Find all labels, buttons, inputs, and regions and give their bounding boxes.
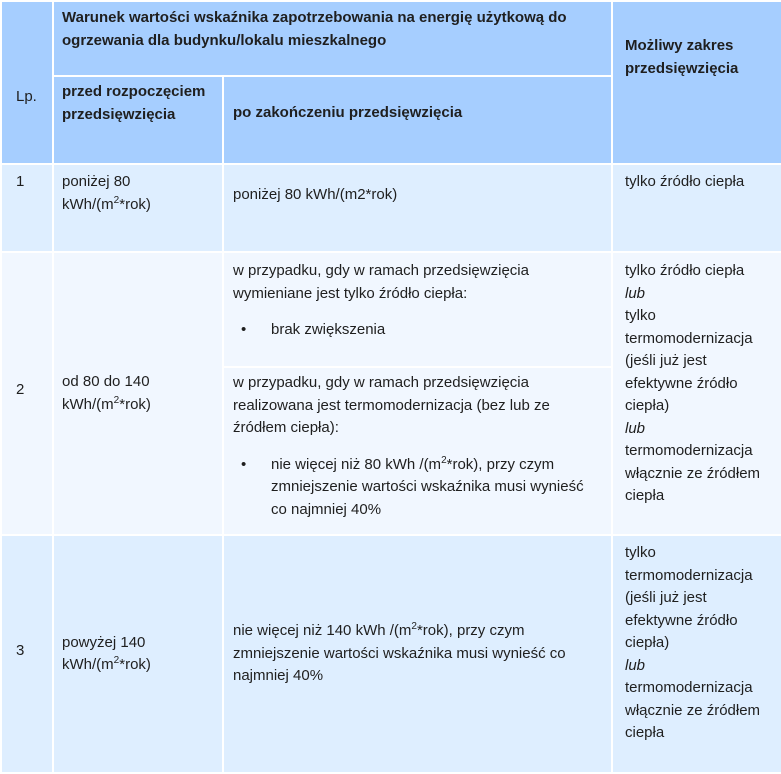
after-value-heat-source <box>223 252 612 367</box>
range-value: tylko źródło ciepła lub tylko termomodernizacja (jeśli już jest efektywne źródło ciepła) lub termomodernizacja włącznie ze źródłem ciepła <box>612 252 781 535</box>
range-value: tylko źródło ciepła <box>612 164 781 252</box>
header-range: Możliwy zakres przedsięwzięcia <box>612 1 781 164</box>
row-number: 1 <box>1 164 53 252</box>
row-number: 2 <box>1 252 53 535</box>
bullet-icon: • <box>241 455 247 473</box>
header-condition: Warunek wartości wskaźnika zapotrzebowania na energię użytkową do ogrzewania dla budynku/lokalu mieszkalnego <box>53 1 612 76</box>
list-item: • brak zwiększenia <box>233 319 603 342</box>
after-value-thermomodernization <box>223 367 612 535</box>
header-after: po zakończeniu przedsięwzięcia <box>223 76 612 164</box>
range-value: tylko termomodernizacja (jeśli już jest efektywne źródło ciepła) lub termomodernizacja włącznie ze źródłem ciepła <box>612 535 781 773</box>
after-value: nie więcej niż 140 kWh $/(m^2*rok)$, przy czym zmniejszenie wartości wskaźnika musi wynieść co najmniej 40% <box>223 535 612 773</box>
row-number: 3 <box>1 535 53 773</box>
before-value: poniżej 80 kWh/$(m^2*rok)$ <box>53 164 223 252</box>
after-intro: w przypadku, gdy w ramach przedsięwzięcia realizowana jest termomodernizacja (bez lub ze źródłem ciepła): <box>233 374 550 436</box>
table-row <box>1 252 781 367</box>
after-intro: w przypadku, gdy w ramach przedsięwzięcia wymieniane jest tylko źródło ciepła: <box>233 262 529 302</box>
list-item: • nie więcej niż 80 kWh $/(m^2*rok)$, przy czym zmniejszenie wartości wskaźnika musi wynieść co najmniej 40% <box>233 454 603 522</box>
before-value: powyżej 140 kWh/$(m^2*rok)$ <box>53 535 223 773</box>
table-row <box>1 164 781 252</box>
after-value: poniżej 80 kWh/(m2*rok) <box>223 164 612 252</box>
before-value: od 80 do 140 kWh/$(m^2*rok)$ <box>53 252 223 535</box>
header-before: przed rozpoczęciem przedsięwzięcia <box>53 76 223 164</box>
table-row <box>1 535 781 773</box>
bullet-icon: • <box>241 321 247 338</box>
header-lp: Lp. <box>1 1 53 164</box>
